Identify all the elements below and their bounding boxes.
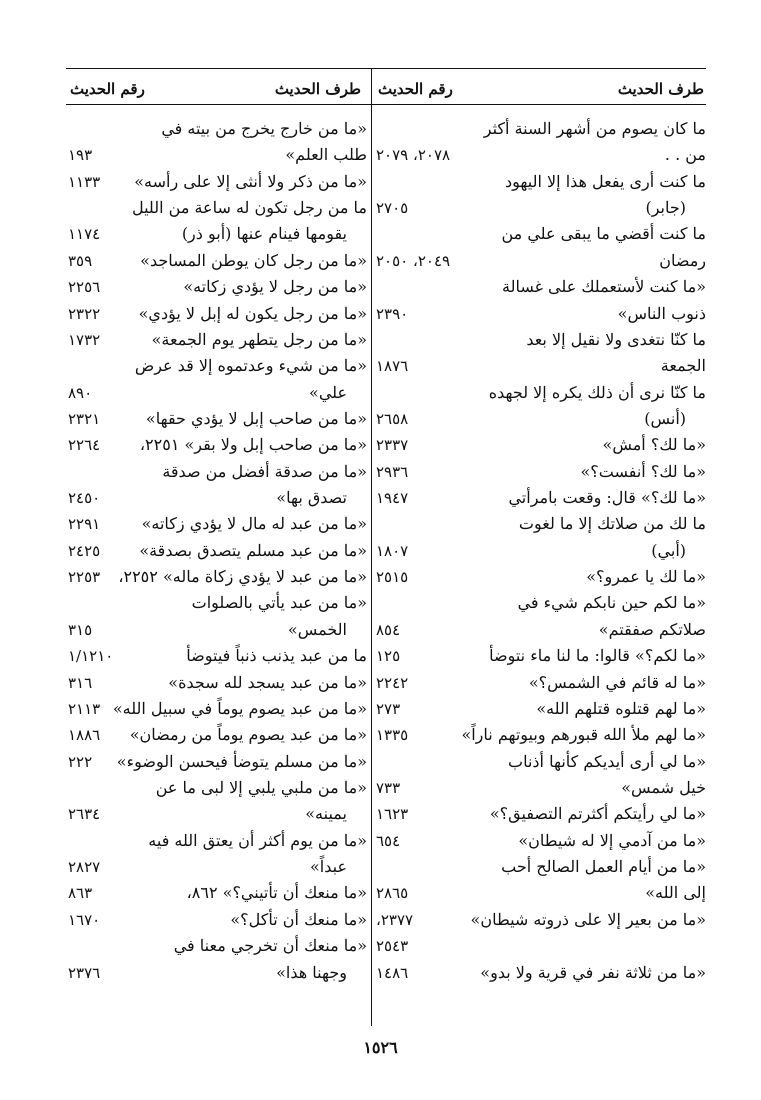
index-entry — [66, 617, 367, 643]
index-entry — [374, 169, 706, 195]
hadith-number: ٢٢٦٤ — [68, 436, 101, 455]
hadith-number: ٨٦٣ — [68, 884, 93, 903]
index-entry — [374, 933, 706, 959]
hadith-incipit: «ما لك يا عمرو؟» — [586, 567, 706, 587]
index-entry — [374, 432, 706, 458]
hadith-number: ٢٢٢ — [68, 752, 93, 771]
hadith-incipit: «ما من عبد له مال لا يؤدي زكاته» — [141, 514, 367, 534]
hadith-number: ٣١٥ — [68, 620, 93, 639]
index-entry — [66, 564, 367, 590]
hadith-incipit: ما كنت أقضي ما يبقى علي من — [501, 224, 706, 244]
hadith-number: ٢٣٧٧، — [376, 910, 414, 929]
hadith-number: ٨٥٤ — [376, 620, 401, 639]
hadith-incipit: وجهنا هذا» — [276, 962, 347, 982]
hadith-incipit: «ما منعك أن تأكل؟» — [230, 909, 367, 929]
hadith-incipit: «ما لك؟» قال: وقعت بامرأتي — [508, 488, 706, 508]
index-entry — [374, 907, 706, 933]
hadith-incipit: «ما من رجل يكون له إبل لا يؤدي» — [138, 303, 367, 323]
hadith-number: ٣١٦ — [68, 673, 93, 692]
hadith-incipit: «ما من ملبي يلبي إلا لبى ما عن — [155, 777, 367, 797]
hadith-incipit: إلى الله» — [645, 883, 706, 903]
hadith-incipit: يمينه» — [305, 804, 347, 824]
hadith-number: ٢٢٤٢ — [376, 673, 409, 692]
index-entry — [374, 248, 706, 274]
hadith-incipit: صلاتكم صفقتم» — [598, 619, 706, 639]
index-entry — [66, 538, 367, 564]
index-entry — [374, 564, 706, 590]
hadith-incipit: «ما من ذكر ولا أنثى إلا على رأسه» — [134, 171, 367, 191]
hadith-number: ٦٥٤ — [376, 831, 401, 850]
index-entry — [66, 670, 367, 696]
hadith-number: ٢٩٣٦ — [376, 462, 409, 481]
index-entry — [66, 960, 367, 986]
hadith-incipit: «ما من يوم أكثر أن يعتق الله فيه — [148, 830, 367, 850]
index-entry — [66, 590, 367, 616]
column-divider — [371, 68, 372, 1026]
hadith-incipit: «ما من رجل كان يوطن المساجد» — [140, 250, 367, 270]
index-entry — [66, 775, 367, 801]
hadith-number: ١٤٨٦ — [376, 963, 409, 982]
hadith-incipit: الخمس» — [287, 619, 347, 639]
index-entry — [66, 248, 367, 274]
hadith-incipit: «ما من عبد يصوم يوماً في سبيل الله» — [112, 698, 367, 718]
index-entry — [374, 775, 706, 801]
hadith-number: ٢٠٤٩، ٢٠٥٠ — [376, 251, 451, 270]
hadith-number: ١٨٠٧ — [376, 541, 409, 560]
hadith-number: ٢٤٥٠ — [68, 489, 101, 508]
hadith-number: ١٣٣٥ — [376, 726, 409, 745]
index-entry — [374, 643, 706, 669]
hadith-incipit: ما كنت أرى يفعل هذا إلا اليهود — [505, 171, 706, 191]
hadith-number: ٢١١٣ — [68, 699, 101, 718]
index-entry — [374, 670, 706, 696]
index-entry — [374, 801, 706, 827]
hadith-incipit: «ما لي رأيتكم أكثرتم التصفيق؟» — [489, 804, 706, 824]
index-entry — [66, 221, 367, 247]
index-entry — [66, 511, 367, 537]
hadith-incipit: ذنوب الناس» — [617, 303, 706, 323]
index-entry — [374, 722, 706, 748]
index-entry — [66, 880, 367, 906]
hadith-number: ١٧٣٢ — [68, 330, 101, 349]
hadith-incipit: «ما من بعير إلا على ذروته شيطان» — [470, 909, 706, 929]
index-entry — [66, 432, 367, 458]
hadith-incipit: «ما لهم ملأ الله قبورهم وبيوتهم ناراً» — [461, 725, 706, 745]
index-entry — [374, 459, 706, 485]
hadith-number: ١٩٤٧ — [376, 489, 409, 508]
index-entry — [374, 221, 706, 247]
hadith-number: ٢٥٤٣ — [376, 937, 409, 956]
right-index-column — [374, 116, 706, 1016]
index-entry — [374, 301, 706, 327]
hadith-incipit: الجمعة — [660, 356, 706, 376]
hadith-incipit: «ما من رجل لا يؤدي زكاته» — [183, 277, 367, 297]
hadith-number: ١١٣٣ — [68, 172, 101, 191]
hadith-number: ٢٣٢٢ — [68, 304, 101, 323]
hadith-number: ٨٩٠ — [68, 383, 93, 402]
hadith-incipit: (جابر) — [645, 198, 686, 218]
hadith-number: ٢٧٠٥ — [376, 199, 409, 218]
index-entry — [66, 801, 367, 827]
index-entry — [66, 854, 367, 880]
hadith-number: ١٦٧٠ — [68, 910, 101, 929]
hadith-number: ١٢٥ — [376, 647, 401, 666]
index-entry — [66, 933, 367, 959]
hadith-incipit: ما لك من صلاتك إلا ما لغوت — [518, 514, 706, 534]
right-col-title-header: طرف الحديث — [617, 80, 704, 98]
hadith-number: ٣٥٩ — [68, 251, 93, 270]
index-entry — [374, 406, 706, 432]
hadith-incipit: طلب العلم» — [285, 145, 367, 165]
hadith-number: ٢٦٥٨ — [376, 409, 409, 428]
index-entry — [374, 511, 706, 537]
index-entry — [66, 828, 367, 854]
hadith-incipit: «ما من خارج يخرج من بيته في — [161, 119, 367, 138]
hadith-incipit: «ما من عبد يأتي بالصلوات — [191, 593, 367, 613]
hadith-number: ٢٢٥٦ — [68, 278, 101, 297]
index-entry — [374, 353, 706, 379]
index-entry — [374, 274, 706, 300]
hadith-incipit: «ما من صدقة أفضل من صدقة — [162, 461, 367, 481]
hadith-incipit: «ما من رجل يتطهر يوم الجمعة» — [151, 329, 367, 349]
index-entry — [66, 142, 367, 168]
index-entry — [66, 116, 367, 142]
index-entry — [66, 696, 367, 722]
index-entry — [66, 195, 367, 221]
hadith-incipit: «ما لكم حين نابكم شيء في — [517, 593, 706, 613]
hadith-number: ٢٣٢١ — [68, 409, 101, 428]
index-entry — [374, 854, 706, 880]
hadith-incipit: ما كنّا نتغدى ولا نقيل إلا بعد — [526, 329, 706, 349]
right-col-number-header: رقم الحديث — [378, 80, 453, 98]
index-entry — [66, 274, 367, 300]
hadith-incipit: عبداً» — [309, 857, 347, 877]
index-entry — [374, 880, 706, 906]
hadith-number: ١٩٣ — [68, 146, 93, 165]
hadith-incipit: رمضان — [659, 250, 706, 270]
index-entry — [374, 960, 706, 986]
hadith-incipit: ما من عبد يذنب ذنباً فيتوضأ — [186, 646, 367, 666]
hadith-incipit: «ما كنت لأستعملك على غسالة — [502, 277, 706, 297]
hadith-incipit: يقومها فينام عنها (أبو ذر) — [181, 224, 347, 244]
index-entry — [374, 828, 706, 854]
hadith-number: ٢٣٩٠ — [376, 304, 409, 323]
hadith-incipit: (أنس) — [644, 408, 686, 428]
hadith-incipit: تصدق بها» — [276, 488, 347, 508]
hadith-number: ٧٣٣ — [376, 778, 401, 797]
hadith-incipit: (أبي) — [651, 540, 686, 560]
hadith-incipit: «ما من صاحب إبل لا يؤدي حقها» — [145, 408, 367, 428]
hadith-incipit: ما كنّا نرى أن ذلك يكره إلا لجهده — [488, 382, 706, 402]
index-entry — [66, 380, 367, 406]
hadith-incipit: «ما من عبد يصوم يوماً من رمضان» — [129, 725, 367, 745]
index-entry — [374, 590, 706, 616]
index-entry — [66, 406, 367, 432]
index-entry — [66, 169, 367, 195]
hadith-incipit: «ما منعك أن تخرجي معنا في — [173, 936, 367, 956]
hadith-incipit: «ما لك؟ أمش» — [602, 435, 706, 455]
hadith-incipit: علي» — [309, 382, 347, 402]
index-entry — [374, 380, 706, 406]
index-entry — [374, 142, 706, 168]
hadith-number: ٢٢٥٣ — [68, 568, 101, 587]
hadith-incipit: «ما لك؟ أنفست؟» — [580, 461, 706, 481]
hadith-incipit: «ما من آدمي إلا له شيطان» — [518, 830, 706, 850]
header-rule — [66, 104, 706, 105]
hadith-incipit: «ما من صاحب إبل ولا بقر» ٢٢٥١، — [139, 435, 367, 455]
index-entry — [66, 907, 367, 933]
hadith-number: ٢٠٧٨، ٢٠٧٩ — [376, 146, 451, 165]
left-col-title-header: طرف الحديث — [274, 80, 361, 98]
index-entry — [374, 485, 706, 511]
hadith-number: ٢٥١٥ — [376, 568, 409, 587]
hadith-incipit: «ما من أيام العمل الصالح أحب — [501, 857, 706, 877]
index-entry — [374, 538, 706, 564]
hadith-number: ١٨٧٦ — [376, 357, 409, 376]
hadith-incipit: «ما من مسلم يتوضأ فيحسن الوضوء» — [116, 751, 367, 771]
left-index-column — [66, 116, 367, 1016]
index-entry — [66, 459, 367, 485]
hadith-incipit: «ما لهم قتلوه قتلهم الله» — [536, 698, 706, 718]
index-entry — [66, 353, 367, 379]
left-col-number-header: رقم الحديث — [70, 80, 145, 98]
hadith-number: ٢٦٣٤ — [68, 805, 101, 824]
hadith-incipit: «ما منعك أن تأتيني؟» ٨٦٢، — [186, 883, 367, 903]
index-entry — [374, 116, 706, 142]
index-entry — [66, 643, 367, 669]
hadith-number: ٢٣٧٦ — [68, 963, 101, 982]
hadith-incipit: «ما لكم؟» قالوا: ما لنا ماء نتوضأ — [489, 646, 706, 666]
hadith-number: ٢٨٢٧ — [68, 858, 101, 877]
hadith-number: ١/١٢١٠ — [68, 647, 114, 666]
page-number: ١٥٢٦ — [363, 1038, 398, 1057]
index-entry — [374, 195, 706, 221]
hadith-incipit: «ما من عبد لا يؤدي زكاة ماله» ٢٢٥٢، — [118, 567, 367, 587]
hadith-incipit: «ما لي أرى أيديكم كأنها أذناب — [508, 751, 706, 771]
hadith-incipit: «ما من عبد مسلم يتصدق بصدقة» — [139, 540, 367, 560]
index-entry — [66, 749, 367, 775]
hadith-incipit: «ما من ثلاثة نفر في قرية ولا بدو» — [480, 962, 706, 982]
hadith-incipit: ما من رجل تكون له ساعة من الليل — [131, 198, 367, 218]
index-entry — [374, 696, 706, 722]
hadith-number: ٢٨٦٥ — [376, 884, 409, 903]
index-entry — [374, 327, 706, 353]
hadith-incipit: «ما من شيء وعدتموه إلا قد عرض — [134, 356, 367, 376]
hadith-number: ٢٧٣ — [376, 699, 401, 718]
hadith-number: ١٨٨٦ — [68, 726, 101, 745]
index-entry — [66, 722, 367, 748]
hadith-incipit: خيل شمس» — [621, 777, 706, 797]
index-entry — [66, 301, 367, 327]
hadith-incipit: «ما له قائم في الشمس؟» — [528, 672, 706, 692]
hadith-number: ٢٤٢٥ — [68, 541, 101, 560]
hadith-number: ١٦٢٣ — [376, 805, 409, 824]
hadith-number: ٢٣٣٧ — [376, 436, 409, 455]
index-entry — [66, 327, 367, 353]
hadith-incipit: «ما من عبد يسجد لله سجدة» — [168, 672, 367, 692]
hadith-number: ١١٧٤ — [68, 225, 101, 244]
top-rule — [66, 68, 706, 69]
hadith-incipit: ما كان يصوم من أشهر السنة أكثر — [483, 119, 706, 138]
index-entry — [374, 617, 706, 643]
index-entry — [374, 749, 706, 775]
index-entry — [66, 485, 367, 511]
hadith-incipit: من . . — [664, 145, 706, 165]
hadith-number: ٢٢٩١ — [68, 515, 101, 534]
